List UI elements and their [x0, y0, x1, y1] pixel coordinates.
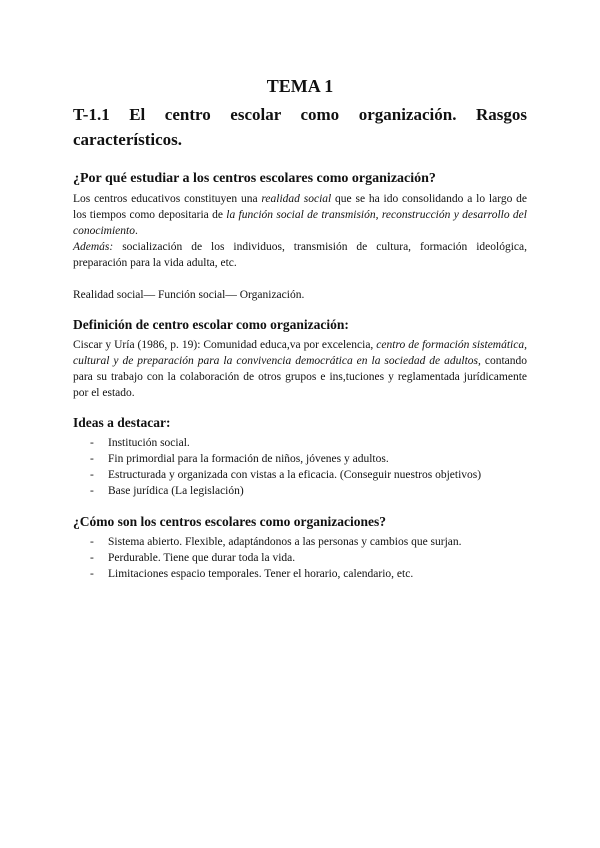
list-item: - Institución social. [90, 437, 190, 449]
list-item: - Perdurable. Tiene que durar toda la vida. [90, 552, 296, 564]
paragraph-definition: Ciscar y Uría (1986, p. 19): Comunidad educa,va por excelencia, centro de formación sistemática, cultural y de preparación para la convivencia democrática en la sociedad de adultos, contando para su trabajo con la colaboración de otros grupos e ins,tuciones y reglamentada jurídicamente por el estado. [73, 339, 528, 399]
section-heading: Ideas a destacar: [73, 415, 171, 430]
section-definition [73, 317, 527, 401]
document-subtitle: T-1.1 El centro escolar como organización. Rasgos característicos. [73, 105, 527, 149]
paragraph-chain: Realidad social— Función social— Organización. [73, 289, 305, 301]
list-item: - Estructurada y organizada con vistas a la eficacia. (Conseguir nuestros objetivos) [90, 469, 482, 481]
list-item: - Sistema abierto. Flexible, adaptándonos a las personas y cambios que surjan. [90, 536, 462, 548]
list-item: - Limitaciones espacio temporales. Tener el horario, calendario, etc. [90, 568, 414, 580]
document-title: TEMA 1 [266, 76, 334, 96]
ideas-list [73, 435, 527, 499]
section-heading: ¿Cómo son los centros escolares como organizaciones? [73, 514, 386, 529]
section-why-study [73, 171, 527, 303]
paragraph-ademas: Además: socialización de los individuos, transmisión de cultura, formación ideológica, preparación para la vida adulta, etc. [73, 241, 527, 269]
features-list [73, 534, 527, 582]
paragraph-intro: Los centros educativos constituyen una realidad social que se ha ido consolidando a lo largo de los tiempos como depositaria de la función social de transmisión, reconstrucción y desarrollo del conocimiento. [73, 193, 527, 237]
section-heading: Definición de centro escolar como organización: [73, 317, 349, 332]
list-item: - Base jurídica (La legislación) [90, 485, 244, 497]
list-item: - Fin primordial para la formación de niños, jóvenes y adultos. [90, 453, 389, 465]
section-heading: ¿Por qué estudiar a los centros escolares como organización? [73, 171, 436, 186]
section-ideas [73, 415, 527, 499]
section-how-are [73, 514, 527, 582]
